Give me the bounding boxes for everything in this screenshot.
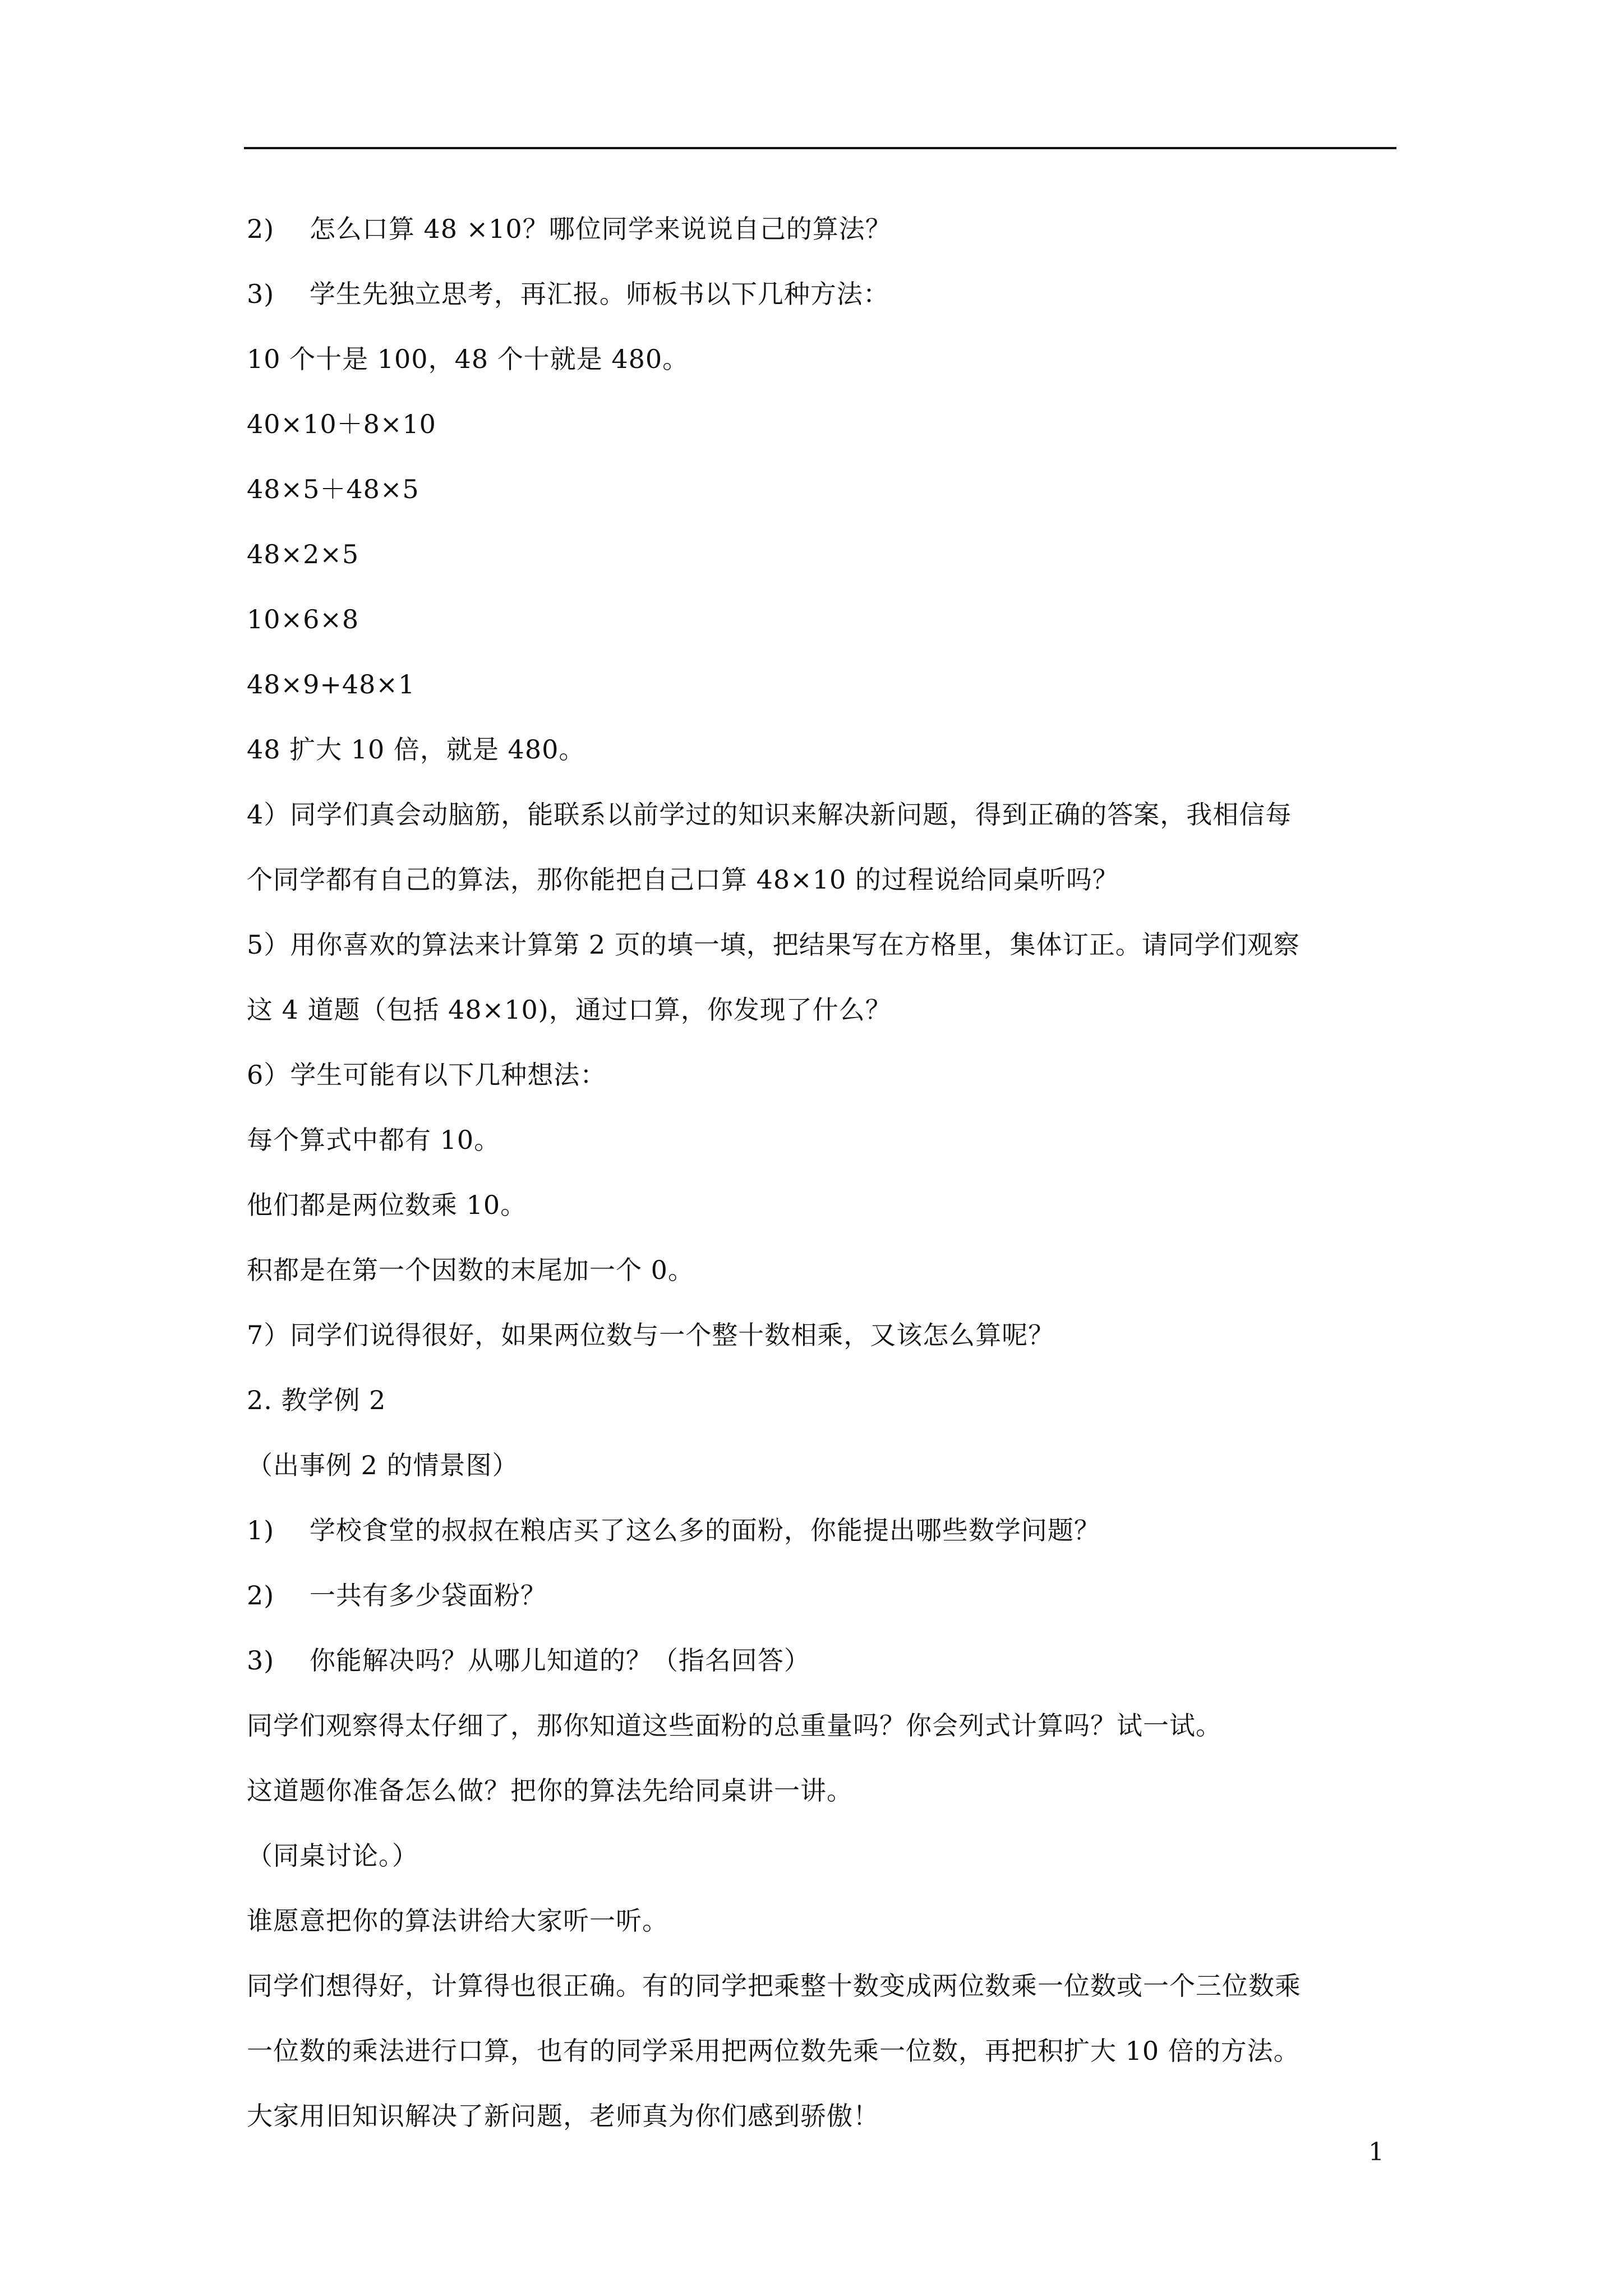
text-line: 谁愿意把你的算法讲给大家听一听。 [247,1906,668,1936]
text-line: 10 个十是 100，48 个十就是 480。 [247,344,689,374]
text-line: 48×5＋48×5 [247,474,419,504]
text-line: 7）同学们说得很好，如果两位数与一个整十数相乘，又该怎么算呢？ [247,1320,1055,1350]
page-number: 1 [1368,2138,1384,2166]
text-line: 他们都是两位数乘 10。 [247,1190,527,1220]
text-line: 积都是在第一个因数的末尾加一个 0。 [247,1255,694,1285]
text-line: 5）用你喜欢的算法来计算第 2 页的填一填，把结果写在方格里，集体订正。请同学们观察 [247,930,1300,960]
text-line: 48 扩大 10 倍，就是 480。 [247,734,585,765]
text-line: 40×10＋8×10 [247,409,436,439]
text-line: 2) 怎么口算 48 ×10？哪位同学来说说自己的算法？ [247,214,892,244]
body-text [247,213,1402,2165]
text-line: 1) 学校食堂的叔叔在粮店买了这么多的面粉，你能提出哪些数学问题？ [247,1515,1100,1545]
text-line: 一位数的乘法进行口算，也有的同学采用把两位数先乘一位数，再把积扩大 10 倍的方法。 [247,2036,1300,2066]
text-line: 4）同学们真会动脑筋，能联系以前学过的知识来解决新问题，得到正确的答案，我相信每 [247,799,1292,830]
text-line: 3) 学生先独立思考，再汇报。师板书以下几种方法： [247,279,889,309]
text-line: 大家用旧知识解决了新问题，老师真为你们感到骄傲！ [247,2101,879,2131]
text-line: 同学们想得好，计算得也很正确。有的同学把乘整十数变成两位数乘一位数或一个三位数乘 [247,1971,1301,2001]
text-line: 48×2×5 [247,539,359,569]
text-line: 同学们观察得太仔细了，那你知道这些面粉的总重量吗？你会列式计算吗？试一试。 [247,1710,1222,1741]
header-rule [244,147,1396,149]
text-line: 个同学都有自己的算法，那你能把自己口算 48×10 的过程说给同桌听吗？ [247,864,1119,895]
text-line: 这道题你准备怎么做？把你的算法先给同桌讲一讲。 [247,1775,853,1806]
text-line: 6）学生可能有以下几种想法： [247,1060,607,1090]
text-line: 48×9+48×1 [247,669,416,700]
text-line: 2. 教学例 2 [247,1385,386,1415]
text-line: 每个算式中都有 10。 [247,1125,501,1155]
text-line: （同桌讨论。） [247,1841,418,1871]
text-line: 3) 你能解决吗？从哪儿知道的？（指名回答） [247,1645,810,1676]
text-line: （出事例 2 的情景图） [247,1450,519,1480]
text-line: 10×6×8 [247,604,359,634]
text-line: 2) 一共有多少袋面粉？ [247,1580,547,1611]
text-line: 这 4 道题（包括 48×10)，通过口算，你发现了什么？ [247,995,892,1025]
